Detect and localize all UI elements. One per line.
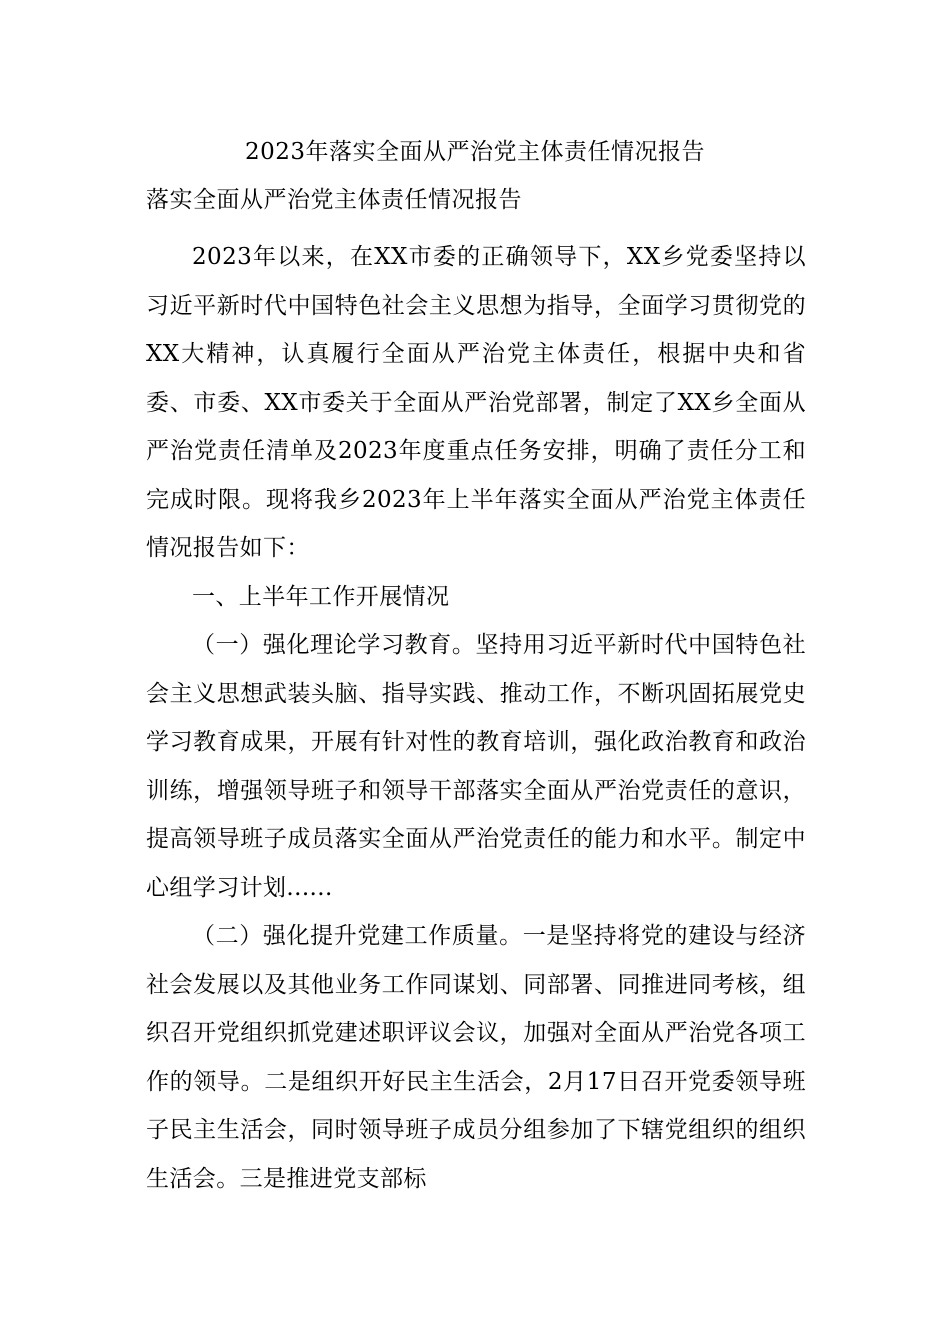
document-title: 2023年落实全面从严治党主体责任情况报告 <box>244 139 706 165</box>
item-paragraph-1: （一）强化理论学习教育。坚持用习近平新时代中国特色社会主义思想武装头脑、指导实践、推动工作，不断巩固拓展党史学习教育成果，开展有针对性的教育培训，强化政治教育和政治训练，增强领导班子和领导干部落实全面从严治党责任的意识，提高领导班子成员落实全面从严治党责任的能力和水平。制定中心组学习计划...... <box>146 632 806 901</box>
document-subtitle: 落实全面从严治党主体责任情况报告 <box>146 187 522 213</box>
section-heading: 一、上半年工作开展情况 <box>192 583 450 610</box>
intro-paragraph: 2023年以来，在XX市委的正确领导下，XX乡党委坚持以习近平新时代中国特色社会主义思想为指导，全面学习贯彻党的XX大精神，认真履行全面从严治党主体责任，根据中央和省委、市委、XX市委关于全面从严治党部署，制定了XX乡全面从严治党责任清单及2023年度重点任务安排，明确了责任分工和完成时限。现将我乡2023年上半年落实全面从严治党主体责任情况报告如下： <box>146 244 806 561</box>
document-body <box>146 233 806 1203</box>
item-paragraph-2: （二）强化提升党建工作质量。一是坚持将党的建设与经济社会发展以及其他业务工作同谋划、同部署、同推进同考核，组织召开党组织抓党建述职评议会议，加强对全面从严治党各项工作的领导。二是组织开好民主生活会，2月17日召开党委领导班子民主生活会，同时领导班子成员分组参加了下辖党组织的组织生活会。三是推进党支部标 <box>146 923 806 1192</box>
